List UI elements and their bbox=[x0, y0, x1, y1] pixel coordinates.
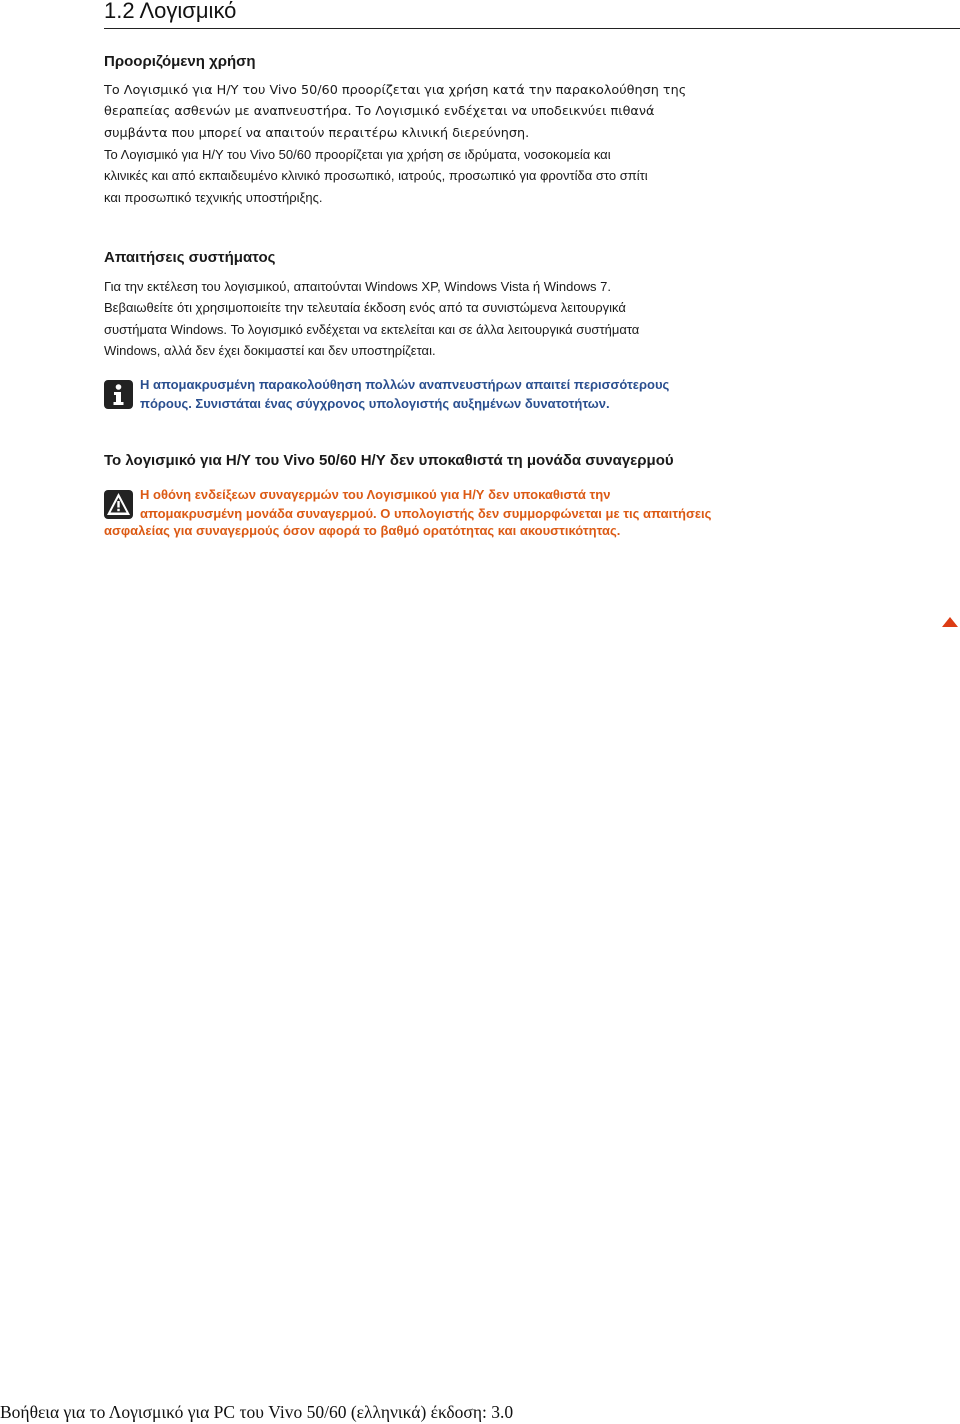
text-line: Η απομακρυσμένη παρακολούθηση πολλών αναπνευστήρων απαιτεί περισσότερους bbox=[140, 377, 670, 392]
warning-text-indented bbox=[140, 486, 711, 523]
system-requirements-paragraph bbox=[104, 276, 639, 361]
intended-use-paragraph-2 bbox=[104, 144, 648, 208]
text-line: Το Λογισμικό για Η/Υ του Vivo 50/60 προορίζεται για χρήση κατά την παρακολούθηση της bbox=[104, 83, 687, 98]
arrow-up-icon[interactable] bbox=[942, 612, 958, 631]
info-icon bbox=[104, 380, 133, 409]
intended-use-paragraph-1 bbox=[104, 80, 686, 144]
system-requirements-heading: Απαιτήσεις συστήματος bbox=[104, 249, 276, 266]
text-line: θεραπείας ασθενών με αναπνευστήρα. Το Λογισμικό ενδέχεται να υποδεικνύει πιθανά bbox=[104, 104, 655, 120]
text-line: Για την εκτέλεση του λογισμικού, απαιτούνται Windows XP, Windows Vista ή Windows 7. bbox=[104, 279, 611, 294]
page-title: 1.2 Λογισμικό bbox=[104, 0, 237, 23]
text-line: κλινικές και από εκπαιδευμένο κλινικό προσωπικό, ιατρούς, προσωπικό για φροντίδα στο σπίτι bbox=[104, 168, 648, 184]
page-footer: Βοήθεια για το Λογισμικό για PC του Vivo 50/60 (ελληνικά) έκδοση: 3.0 bbox=[0, 1402, 514, 1422]
text-line: Το Λογισμικό για Η/Υ του Vivo 50/60 προορίζεται για χρήση σε ιδρύματα, νοσοκομεία και bbox=[104, 147, 611, 162]
intended-use-heading: Προοριζόμενη χρήση bbox=[104, 53, 256, 70]
text-line: απομακρυσμένη μονάδα συναγερμού. Ο υπολογιστής δεν συμμορφώνεται με τις απαιτήσεις bbox=[140, 505, 712, 521]
title-divider bbox=[104, 28, 960, 29]
text-line: Η οθόνη ενδείξεων συναγερμών του Λογισμικού για Η/Υ δεν υποκαθιστά την bbox=[140, 487, 611, 502]
warning-text-continued: ασφαλείας για συναγερμούς όσον αφορά το βαθμό ορατότητας και ακουστικότητας. bbox=[104, 523, 621, 538]
text-line: Windows, αλλά δεν έχει δοκιμαστεί και δεν υποστηρίζεται. bbox=[104, 342, 436, 358]
warning-icon bbox=[104, 490, 133, 519]
alarm-section-heading: Το λογισμικό για Η/Υ του Vivo 50/60 Η/Υ δεν υποκαθιστά τη μονάδα συναγερμού bbox=[104, 452, 674, 469]
text-line: πόρους. Συνιστάται ένας σύγχρονος υπολογιστής αυξημένων δυνατοτήτων. bbox=[140, 395, 610, 411]
text-line: συστήματα Windows. Το λογισμικό ενδέχεται να εκτελείται και σε άλλα λειτουργικά συστήματα bbox=[104, 321, 640, 337]
info-note-text bbox=[140, 376, 669, 413]
text-line: συμβάντα που μπορεί να απαιτούν περαιτέρω κλινική διερεύνηση. bbox=[104, 125, 530, 141]
text-line: και προσωπικό τεχνικής υποστήριξης. bbox=[104, 189, 323, 205]
text-line: Βεβαιωθείτε ότι χρησιμοποιείτε την τελευταία έκδοση ενός από τα συνιστώμενα λειτουργικά bbox=[104, 300, 626, 316]
